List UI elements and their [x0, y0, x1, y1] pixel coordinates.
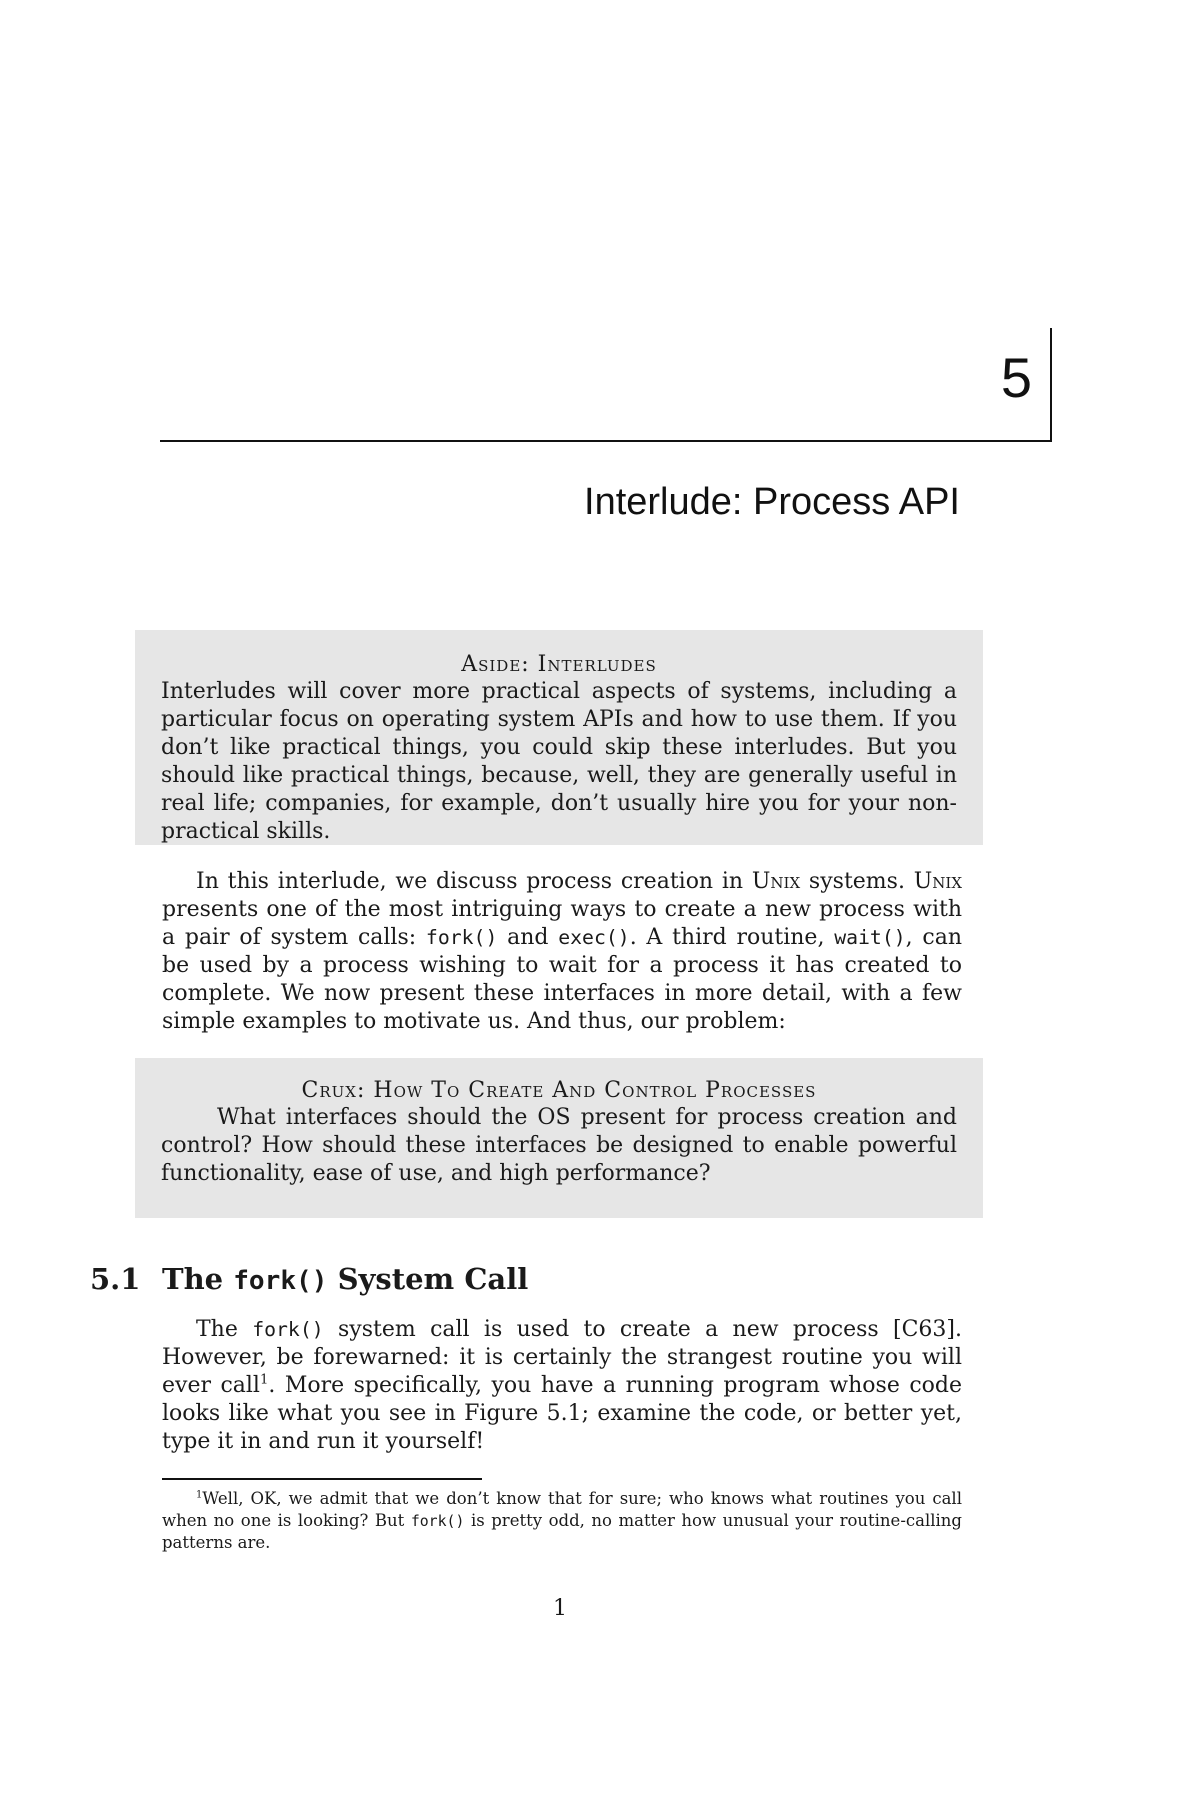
chapter-vertical-rule: [1050, 328, 1052, 442]
intro-text-4: . A third routine,: [629, 925, 835, 950]
chapter-title: Interlude: Process API: [584, 481, 960, 523]
footnote-text-1: Well, OK, we admit that we don’t know that for sure; who knows what routines you call when no one is looking? But: [162, 1489, 962, 1530]
body-text-2: system call is used to create a new process [C63]. However, be forewarned: it is certainly the strangest routine you will ever call: [162, 1317, 962, 1398]
body-paragraph: [162, 1316, 962, 1456]
footnote-marker: 1: [196, 1489, 203, 1501]
aside-title: Aside: Interludes: [461, 652, 657, 677]
chapter-number: 5: [1000, 346, 1032, 409]
code-fork: fork(): [425, 926, 498, 949]
code-exec: exec(): [558, 926, 630, 949]
footnote-text-2: is pretty odd, no matter how unusual your routine-calling patterns are.: [162, 1511, 962, 1552]
aside-box: [135, 630, 983, 845]
section-heading: [90, 1262, 528, 1298]
section-title-post: System Call: [327, 1262, 529, 1296]
unix-term: Unix: [913, 869, 963, 894]
intro-text-3: presents one of the most intriguing ways to create a new process with a pair of system calls:: [162, 897, 962, 950]
body-text-3: . More specifically, you have a running program whose code looks like what you see in Figure 5.1; examine the code, or better yet, type it in and run it yourself!: [162, 1373, 962, 1454]
body-text-1: The: [196, 1317, 253, 1342]
intro-text-and: and: [497, 925, 559, 950]
crux-title: Crux: How To Create And Control Processes: [301, 1078, 817, 1103]
footnote-reference[interactable]: 1: [259, 1372, 269, 1388]
code-wait: wait(): [834, 926, 906, 949]
intro-text-2: systems.: [800, 869, 914, 894]
crux-box: [135, 1058, 983, 1218]
aside-text: Interludes will cover more practical aspects of systems, including a particular focus on operating system APIs and how to use them. If you don’t like practical things, you could skip these interludes. But you should like practical things, because, well, they are generally useful in real life; companies, for example, don’t usually hire you for your non-practical skills.: [161, 679, 957, 844]
page-number: 1: [553, 1596, 567, 1621]
code-fork: fork(): [252, 1318, 324, 1341]
code-fork: fork(): [410, 1512, 465, 1530]
section-title-code: fork(): [233, 1266, 328, 1296]
section-number: 5.1: [90, 1262, 141, 1296]
chapter-horizontal-rule: [160, 440, 1052, 442]
crux-text: What interfaces should the OS present for process creation and control? How should these interfaces be designed to enable powerful functionality, ease of use, and high performance?: [161, 1105, 957, 1186]
footnote-rule: [162, 1478, 482, 1480]
intro-text-5: , can be used by a process wishing to wait for a process it has created to complete. We now present these interfaces in more detail, with a few simple examples to motivate us. And thus, our problem:: [162, 925, 962, 1034]
footnote: [162, 1488, 962, 1554]
intro-paragraph: [162, 868, 962, 1036]
intro-text-1: In this interlude, we discuss process creation in: [196, 869, 752, 894]
unix-term: Unix: [751, 869, 801, 894]
section-title-pre: The: [162, 1262, 234, 1296]
